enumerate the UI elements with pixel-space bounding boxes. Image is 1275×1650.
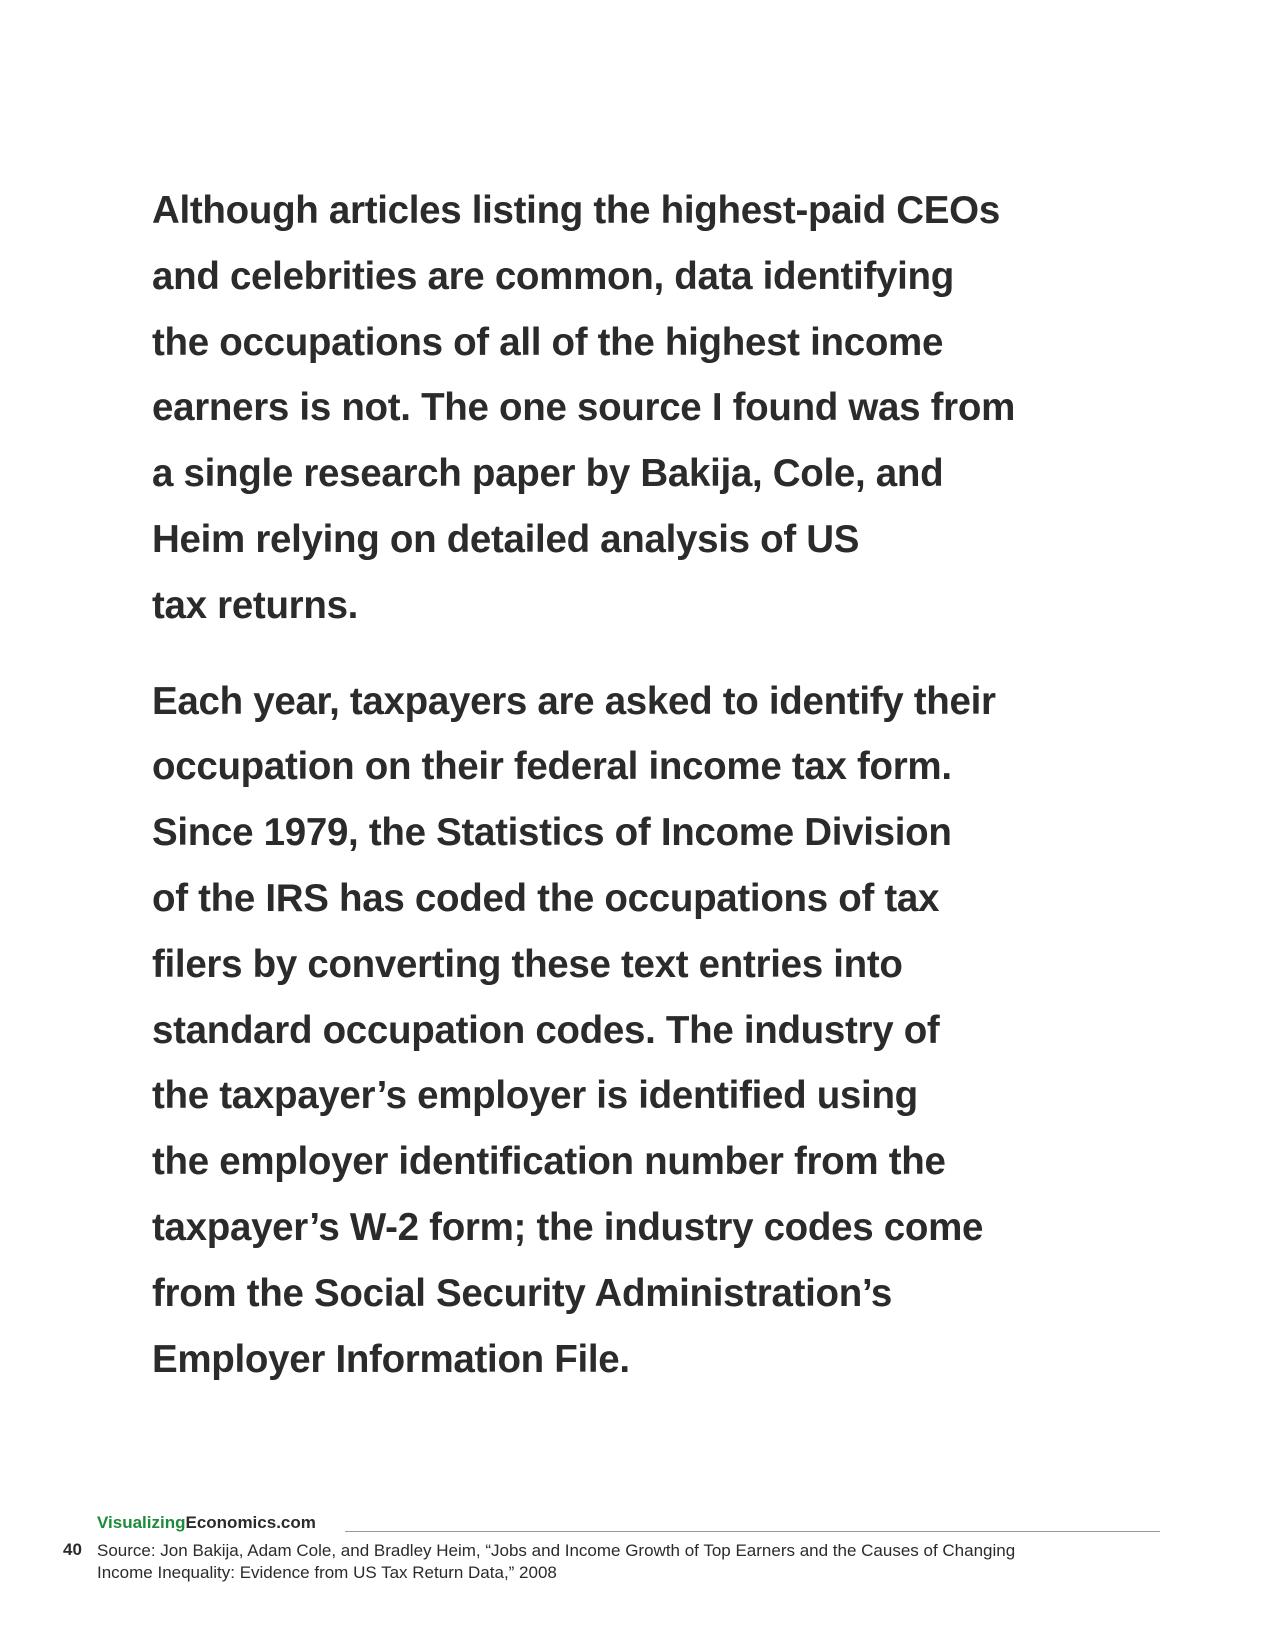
text-line: of the IRS has coded the occupations of tax xyxy=(152,876,940,920)
text-line: and celebrities are common, data identifying xyxy=(152,254,954,298)
citation-line: Income Inequality: Evidence from US Tax Return Data,” 2008 xyxy=(97,1563,557,1582)
text-line: from the Social Security Administration’s xyxy=(152,1271,893,1315)
page-footer xyxy=(0,1500,1275,1610)
paragraph-2 xyxy=(152,669,1052,1393)
text-line: Employer Information File. xyxy=(152,1337,630,1381)
text-line: taxpayer’s W-2 form; the industry codes come xyxy=(152,1205,984,1249)
text-line: the occupations of all of the highest income xyxy=(152,320,944,364)
text-line: Heim relying on detailed analysis of US xyxy=(152,517,860,561)
page-number: 40 xyxy=(63,1540,82,1559)
text-line: the taxpayer’s employer is identified using xyxy=(152,1074,918,1118)
main-content xyxy=(152,178,1052,1392)
text-line: Although articles listing the highest-paid CEOs xyxy=(152,189,1000,232)
text-line: the employer identification number from the xyxy=(152,1140,946,1184)
text-line: Each year, taxpayers are asked to identify their xyxy=(152,679,996,723)
brand-domain-text: Economics.com xyxy=(185,1513,316,1532)
site-brand xyxy=(97,1513,316,1533)
footer-divider xyxy=(345,1531,1160,1532)
text-line: standard occupation codes. The industry of xyxy=(152,1008,940,1052)
text-line: filers by converting these text entries into xyxy=(152,942,903,986)
text-line: Since 1979, the Statistics of Income Division xyxy=(152,811,952,855)
text-line: earners is not. The one source I found was from xyxy=(152,386,1016,430)
citation-line: Source: Jon Bakija, Adam Cole, and Bradley Heim, “Jobs and Income Growth of Top Earners and the Causes of Changing xyxy=(97,1541,1016,1560)
paragraph-1 xyxy=(152,178,1052,639)
source-citation xyxy=(97,1540,1157,1584)
text-line: tax returns. xyxy=(152,583,359,627)
text-line: a single research paper by Bakija, Cole, and xyxy=(152,452,944,496)
brand-accent-text: Visualizing xyxy=(97,1513,186,1532)
text-line: occupation on their federal income tax form. xyxy=(152,745,952,789)
